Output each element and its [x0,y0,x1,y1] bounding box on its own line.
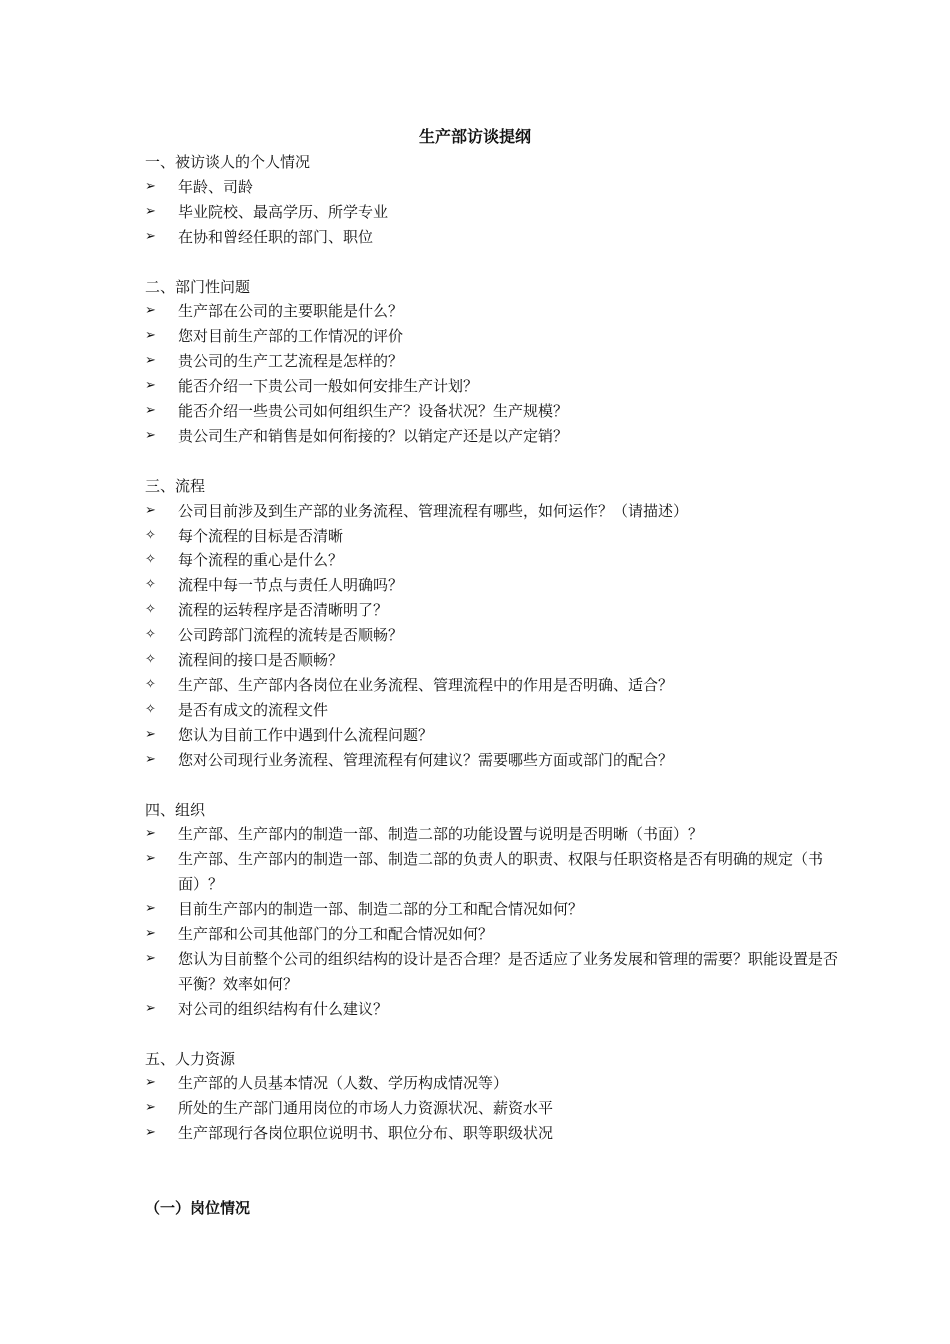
list-item-text: 贵公司的生产工艺流程是怎样的？ [178,352,404,371]
arrow-bullet-icon: ➢ [145,203,156,219]
list-item [145,822,845,847]
list-item [145,399,845,424]
list-item-text: 您认为目前工作中遇到什么流程问题？ [178,725,434,744]
list-item-text: 生产部在公司的主要职能是什么？ [178,302,404,321]
diamond-bullet-icon: ✧ [145,627,156,643]
arrow-bullet-icon: ➢ [145,378,156,394]
list-item-text: 毕业院校、最高学历、所学专业 [178,202,389,221]
list-item [145,299,845,324]
arrow-bullet-icon: ➢ [145,851,156,867]
arrow-bullet-icon: ➢ [145,901,156,917]
arrow-bullet-icon: ➢ [145,403,156,419]
list-item-text: 您对公司现行业务流程、管理流程有何建议？需要哪些方面或部门的配合？ [178,750,674,769]
arrow-bullet-icon: ➢ [145,228,156,244]
list-item [145,1121,845,1146]
diamond-bullet-icon: ✧ [145,527,156,543]
list-item-text: 生产部和公司其他部门的分工和配合情况如何？ [178,925,494,944]
list-item-text: 您对目前生产部的工作情况的评价 [178,327,404,346]
list-item-text: 公司跨部门流程的流转是否顺畅？ [178,626,404,645]
arrow-bullet-icon: ➢ [145,502,156,518]
list-item-text: 贵公司生产和销售是如何衔接的？以销定产还是以产定销？ [178,426,569,445]
document-body [145,150,845,1221]
list-item-text: 流程间的接口是否顺畅？ [178,651,344,670]
document-title: 生产部访谈提纲 [418,127,531,146]
section-heading: 三、流程 [145,476,206,495]
list-item [145,698,845,723]
list-item-text: 所处的生产部门通用岗位的市场人力资源状况、薪资水平 [178,1099,554,1118]
list-item-text: 公司目前涉及到生产部的业务流程、管理流程有哪些，如何运作？（请描述） [178,501,689,520]
list-item [145,524,845,549]
list-item [145,922,845,947]
arrow-bullet-icon: ➢ [145,826,156,842]
list-item-text: 能否介绍一些贵公司如何组织生产？设备状况？生产规模？ [178,402,569,421]
arrow-bullet-icon: ➢ [145,1075,156,1091]
diamond-bullet-icon: ✧ [145,602,156,618]
list-item-text: 每个流程的目标是否清晰 [178,526,344,545]
list-item [145,897,845,922]
list-item-text: 生产部、生产部内的制造一部、制造二部的功能设置与说明是否明晰（书面）？ [178,825,704,844]
list-item-text: 年龄、司龄 [178,177,254,196]
list-item [145,225,845,250]
list-item-text: 生产部现行各岗位职位说明书、职位分布、职等职级状况 [178,1124,554,1143]
diamond-bullet-icon: ✧ [145,552,156,568]
list-item [145,175,845,200]
section-heading: 五、人力资源 [145,1049,236,1068]
section-heading: 二、部门性问题 [145,277,251,296]
arrow-bullet-icon: ➢ [145,1000,156,1016]
list-item [145,623,845,648]
subsection-heading: （一）岗位情况 [145,1198,251,1217]
list-item-text: 您认为目前整个公司的组织结构的设计是否合理？是否适应了业务发展和管理的需要？职能设置是否平衡？效率如何？ [178,949,839,993]
diamond-bullet-icon: ✧ [145,701,156,717]
list-item-text: 生产部、生产部内的制造一部、制造二部的负责人的职责、权限与任职资格是否有明确的规定（书面）？ [178,850,824,894]
diamond-bullet-icon: ✧ [145,677,156,692]
list-item [145,424,845,449]
list-item [145,997,845,1022]
list-item [145,573,845,598]
list-item-text: 是否有成文的流程文件 [178,700,329,719]
list-item [145,648,845,673]
list-item [145,947,845,997]
arrow-bullet-icon: ➢ [145,1125,156,1141]
list-item [145,1071,845,1096]
arrow-bullet-icon: ➢ [145,353,156,369]
list-item-text: 对公司的组织结构有什么建议？ [178,999,389,1018]
list-item [145,1096,845,1121]
section-spacer [145,449,845,474]
arrow-bullet-icon: ➢ [145,1100,156,1116]
section-spacer [145,773,845,798]
list-item [145,349,845,374]
arrow-bullet-icon: ➢ [145,328,156,344]
section-heading: 一、被访谈人的个人情况 [145,153,311,171]
arrow-bullet-icon: ➢ [145,303,156,319]
arrow-bullet-icon: ➢ [145,726,156,742]
list-item-text: 生产部、生产部内各岗位在业务流程、管理流程中的作用是否明确、适合？ [178,676,674,694]
section-spacer [145,1022,845,1047]
section-heading: 四、组织 [145,800,206,819]
list-item [145,748,845,773]
list-item [145,598,845,623]
arrow-bullet-icon: ➢ [145,751,156,767]
arrow-bullet-icon: ➢ [145,178,156,194]
list-item [145,847,845,897]
list-item [145,499,845,524]
diamond-bullet-icon: ✧ [145,577,156,593]
list-item-text: 生产部的人员基本情况（人数、学历构成情况等） [178,1074,509,1093]
section-spacer [145,250,845,275]
list-item-text: 每个流程的重心是什么？ [178,551,344,570]
list-item-text: 在协和曾经任职的部门、职位 [178,227,374,246]
arrow-bullet-icon: ➢ [145,926,156,942]
list-item [145,324,845,349]
section-spacer [145,1146,845,1196]
diamond-bullet-icon: ✧ [145,652,156,668]
list-item-text: 能否介绍一下贵公司一般如何安排生产计划？ [178,377,479,396]
arrow-bullet-icon: ➢ [145,427,156,443]
list-item [145,673,845,698]
list-item-text: 流程的运转程序是否清晰明了？ [178,601,389,620]
list-item-text: 流程中每一节点与责任人明确吗？ [178,576,404,595]
arrow-bullet-icon: ➢ [145,950,156,966]
list-item [145,374,845,399]
list-item [145,200,845,225]
list-item [145,548,845,573]
list-item [145,723,845,748]
list-item-text: 目前生产部内的制造一部、制造二部的分工和配合情况如何？ [178,900,584,919]
